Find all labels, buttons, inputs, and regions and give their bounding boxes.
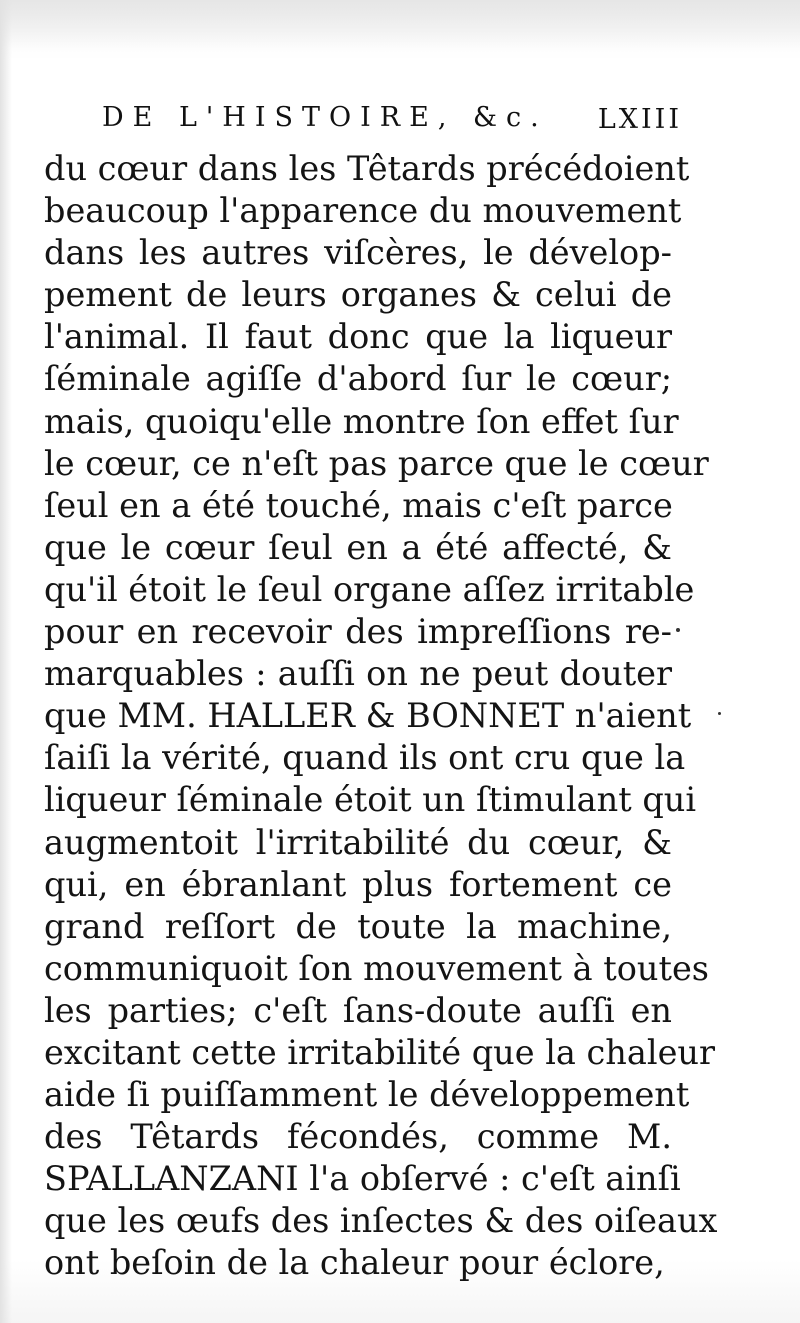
ink-speck bbox=[718, 712, 721, 715]
text-line: que MM. HALLER & BONNET n'aient bbox=[44, 696, 692, 736]
text-line: ont beſoin de la chaleur pour éclore, bbox=[44, 1243, 665, 1283]
text-line: dans les autres viſcères, le dévelop- bbox=[44, 233, 672, 273]
text-line: grand reſſort de toute la machine, bbox=[44, 906, 672, 946]
text-line: marquables : auſſi on ne peut douter bbox=[44, 654, 672, 694]
text-line: ſeul en a été touché, mais c'eſt parce bbox=[44, 485, 673, 525]
text-line: que les œufs des inſectes & des oiſeaux bbox=[44, 1201, 718, 1241]
text-line: pement de leurs organes & celui de bbox=[44, 275, 672, 315]
text-line: des Têtards fécondés, comme M. bbox=[44, 1117, 672, 1157]
text-line: du cœur dans les Têtards précédoient bbox=[44, 149, 690, 188]
text-line: ſaiſi la vérité, quand ils ont cru que la bbox=[44, 738, 686, 778]
text-line: le cœur, ce n'eſt pas parce que le cœur bbox=[44, 443, 709, 483]
text-line: les parties; c'eſt ſans-doute auſſi en bbox=[44, 990, 672, 1030]
text-line: beaucoup l'apparence du mouvement bbox=[44, 191, 682, 231]
text-line: SPALLANZANI l'a obſervé : c'eſt ainſi bbox=[44, 1159, 681, 1199]
page-top-shadow bbox=[0, 0, 800, 48]
text-line: excitant cette irritabilité que la chaleur bbox=[44, 1032, 715, 1072]
text-line: qui, en ébranlant plus fortement ce bbox=[44, 864, 672, 904]
text-line: communiquoit ſon mouvement à toutes bbox=[44, 948, 709, 988]
text-line: que le cœur ſeul en a été affecté, & bbox=[44, 527, 672, 567]
body-text bbox=[44, 148, 718, 1285]
page-number: LXIII bbox=[597, 104, 682, 135]
page-gutter-shadow bbox=[0, 0, 12, 1323]
text-line: aide ſi puiſſamment le développement bbox=[44, 1075, 690, 1115]
text-line: mais, quoiqu'elle montre ſon effet ſur bbox=[44, 401, 679, 441]
text-line: ſéminale agiſſe d'abord ſur le cœur; bbox=[44, 359, 672, 399]
text-line: augmentoit l'irritabilité du cœur, & bbox=[44, 822, 672, 862]
running-head-title: DE L'HISTOIRE, &c. bbox=[102, 102, 548, 133]
text-line: pour en recevoir des impreſſions re- bbox=[44, 612, 672, 652]
text-line: qu'il étoit le ſeul organe aſſez irritable bbox=[44, 569, 695, 609]
text-line: l'animal. Il faut donc que la liqueur bbox=[44, 317, 672, 357]
ink-speck bbox=[676, 628, 680, 632]
text-line: liqueur ſéminale étoit un ſtimulant qui bbox=[44, 780, 697, 820]
running-head bbox=[102, 92, 682, 146]
